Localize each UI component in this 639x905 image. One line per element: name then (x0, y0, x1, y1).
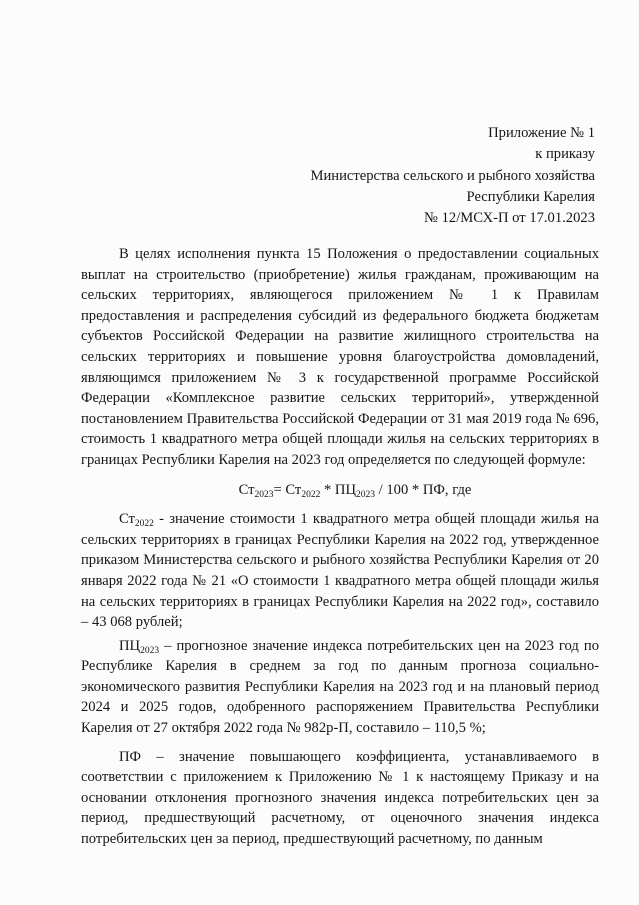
appendix-number: Приложение № 1 (488, 125, 595, 141)
definition-coefficient: ПФ – значение повышающего коэффициента, устанавливаемого в соответствии с приложением к Приложению № 1 к настоящему Приказу и на основании отклонения прогнозного значения индекса потребительских цен за период, предшествующий расчетному, от оценочного значения индекса потребительских цен за период, предшествующий расчетному, по данным (81, 748, 599, 848)
formula-subscript-prev-year: 2022 (301, 489, 321, 500)
formula-lhs-subscript: 2023 (254, 489, 274, 500)
definition-text: – прогнозное значение индекса потребительских цен на 2023 год по Республике Карелия в среднем за год по данным прогноза социально-экономического развития Республики Карелия на 2023 год и на плановый период 2024 и 2025 годов, одобренного распоряжением Правительства Республики Карелия от 27 октября 2022 года № 982р-П, составило – 110,5 %; (81, 637, 599, 737)
order-reference: к приказу (535, 146, 595, 163)
definition-term: ПЦ (119, 637, 141, 654)
republic-name: Республики Карелия (466, 188, 595, 205)
formula-lhs: Ст (238, 481, 255, 498)
definition-price-index (81, 636, 599, 739)
formula-equals: = Ст (273, 481, 302, 498)
formula-price-index: * ПЦ (320, 481, 357, 498)
formula-subscript-year: 2023 (356, 489, 376, 500)
definition-cost-2022 (81, 509, 599, 633)
definition-term-subscript: 2022 (134, 519, 154, 530)
definition-term-subscript: 2023 (140, 645, 160, 656)
intro-paragraph: В целях исполнения пункта 15 Положения о предоставлении социальных выплат на строительство (приобретение) жилья гражданам, проживающим на сельских территориях, являющегося приложением № 1 к Правилам предоставления и распределения субсидий из федерального бюджета бюджетам субъектов Российской Федерации на развитие жилищного строительства на сельских территориях и повышение уровня благоустройства домовладений, являющимся приложением № 3 к государственной программе Российской Федерации «Комплексное развитие сельских территорий», утвержденной постановлением Правительства Российской Федерации от 31 мая 2019 года № 696, стоимость 1 квадратного метра общей площади жилья на сельских территориях в границах Республики Карелия на 2023 год определяется по следующей формуле: (81, 246, 599, 468)
appendix-header (311, 123, 596, 229)
formula-tail: / 100 * ПФ, где (375, 481, 472, 498)
ministry-name: Министерства сельского и рыбного хозяйства (310, 167, 595, 184)
definition-text: - значение стоимости 1 квадратного метра общей площади жилья на сельских территориях в границах Республики Карелия на 2022 год, утвержденное приказом Министерства сельского и рыбного хозяйства Республики Карелия от 20 января 2022 года № 21 «О стоимости 1 квадратного метра общей площади жилья на сельских территориях в границах Республики Карелия на 2022 год», составило – 43 068 рублей; (81, 511, 599, 631)
order-number-date: № 12/МСХ-П от 17.01.2023 (424, 210, 595, 227)
document-body (81, 244, 599, 850)
cost-formula (81, 480, 599, 501)
definition-term: Ст (119, 511, 135, 528)
